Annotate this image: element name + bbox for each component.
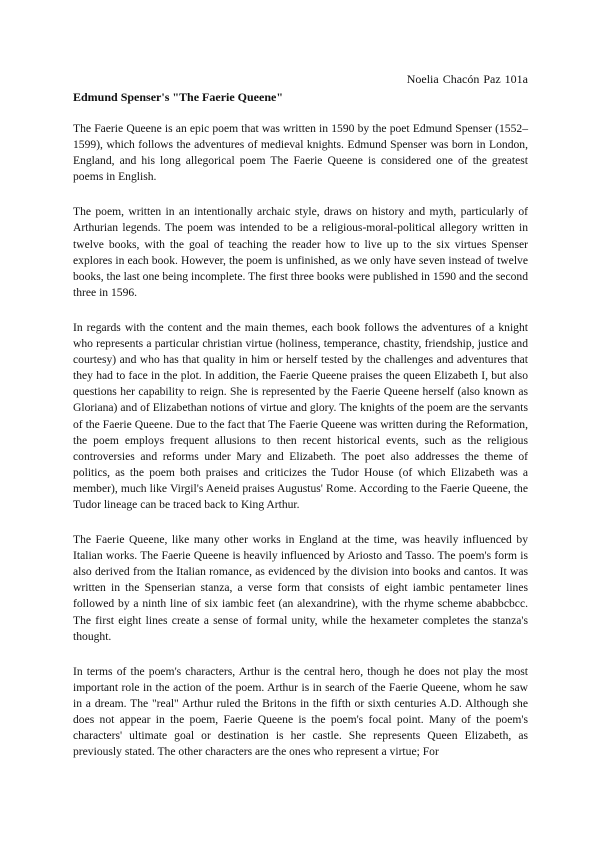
paragraph-style: The poem, written in an intentionally archaic style, draws on history and myth, particularly of Arthurian legends. The poem was intended to be a religious-moral-political allegory written in twelve books, with the goal of teaching the reader how to live up to the six virtues Spenser explores in each book. However, the poem is unfinished, as we only have seven instead of twelve books, the last one being incomplete. The first three books were published in 1590 and the second three in 1596. xyxy=(73,205,528,299)
essay-title: Edmund Spenser's "The Faerie Queene" xyxy=(73,90,283,104)
paragraph-intro: The Faerie Queene is an epic poem that was written in 1590 by the poet Edmund Spenser (1552–1599), which follows the adventures of medieval knights. Edmund Spenser was born in London, England, and his long allegorical poem The Faerie Queene is considered one of the greatest poems in English. xyxy=(73,122,528,184)
paragraph-themes: In regards with the content and the main themes, each book follows the adventures of a knight who represents a particular christian virtue (holiness, temperance, chastity, friendship, justice and courtesy) and who has that quality in him or herself tested by the challenges and adventures that they had to face in the plot. In addition, the Faerie Queene praises the queen Elizabeth I, but also questions her capability to reign. She is represented by the Faerie Queene herself (also known as Gloriana) and of Elizabethan notions of virtue and glory. The knights of the poem are the servants of the Faerie Queene. Due to the fact that The Faerie Queene was written during the Reformation, the poem employs frequent allusions to then recent historical events, such as the religious controversies and reforms under Mary and Elizabeth. The poet also addresses the theme of politics, as the poem both praises and criticizes the Tudor House (of which Elizabeth was a member), much like Virgil's Aeneid praises Augustus' Rome. According to the Faerie Queene, the Tudor lineage can be traced back to King Arthur. xyxy=(73,320,528,511)
essay-body xyxy=(73,121,528,779)
author-line: Noelia Chacón Paz 101a xyxy=(406,72,528,86)
paragraph-characters: In terms of the poem's characters, Arthur is the central hero, though he does not play the most important role in the action of the poem. Arthur is in search of the Faerie Queene, whom he saw in a dream. The "real" Arthur ruled the Britons in the fifth or sixth centuries A.D. Although she does not appear in the poem, Faerie Queene is the poem's focal point. Many of the poem's characters' ultimate goal or destination is her castle. She represents Queen Elizabeth, as previously stated. The other characters are the ones who represent a virtue; For xyxy=(73,664,528,759)
paragraph-influences: The Faerie Queene, like many other works in England at the time, was heavily influenced by Italian works. The Faerie Queene is heavily influenced by Ariosto and Tasso. The poem's form is also derived from the Italian romance, as evidenced by the division into books and cantos. It was written in the Spenserian stanza, a verse form that consists of eight iambic pentameter lines followed by a ninth line of six iambic feet (an alexandrine), with the rhyme scheme ababbcbcc. The first eight lines create a sense of formal unity, while the hexameter completes the stanza's thought. xyxy=(73,533,528,643)
